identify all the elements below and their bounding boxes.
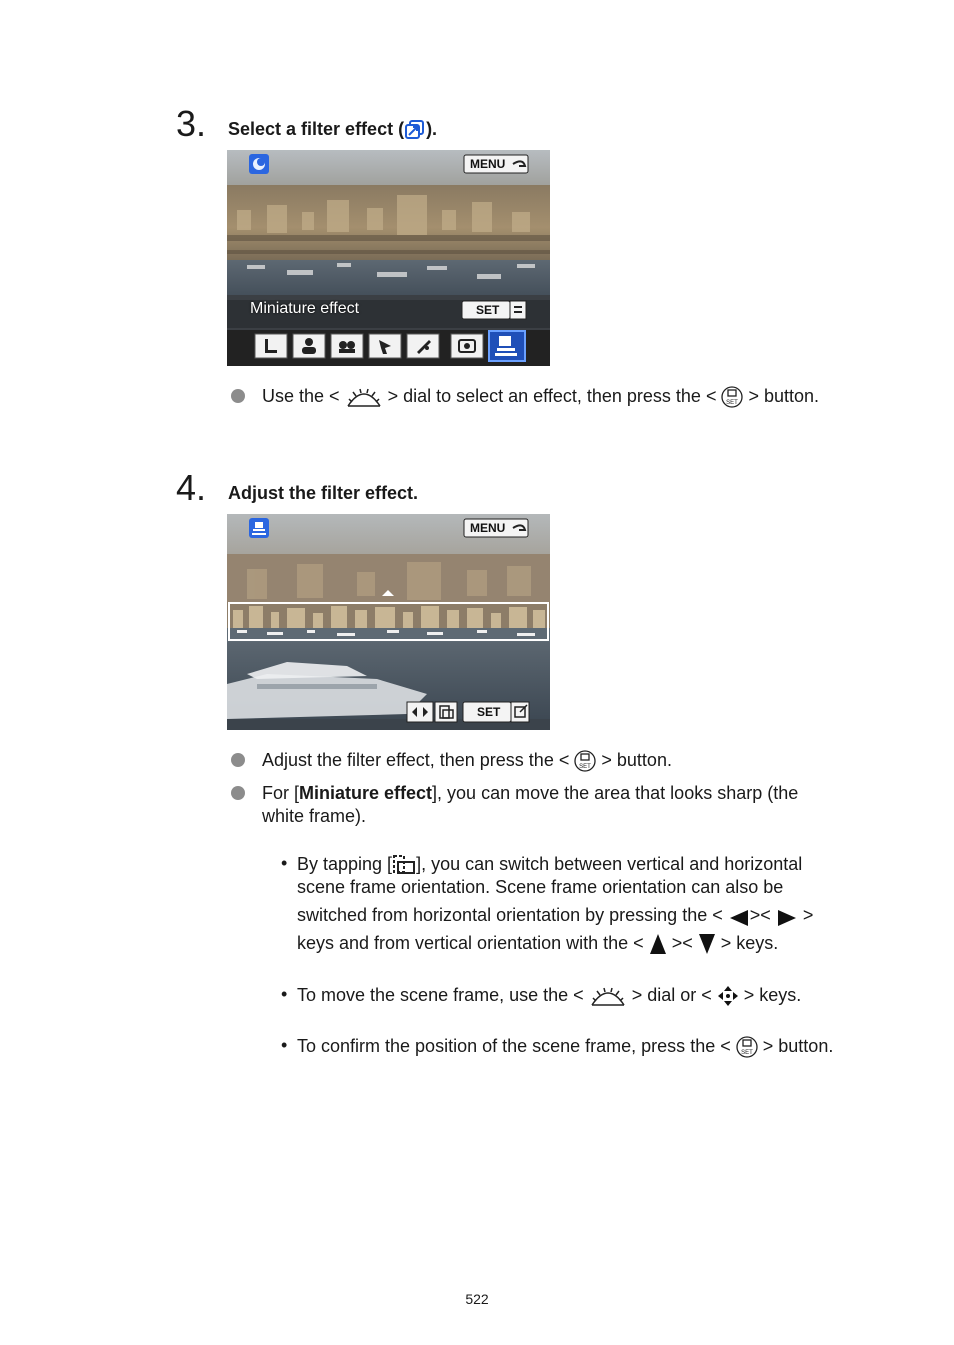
creative-filter-icon [404, 119, 426, 141]
sub-bullet-marker: • [281, 984, 288, 1004]
harbor-photo [227, 150, 550, 366]
page-number: 522 [465, 1291, 489, 1307]
step-3-number: 3. [176, 103, 207, 144]
left-key-icon [728, 909, 750, 927]
set-button-icon [721, 386, 743, 408]
set-button-icon [574, 750, 596, 772]
left-right-keys-icon[interactable] [407, 702, 433, 722]
main-dial-icon [589, 985, 627, 1007]
adjust-icon [510, 301, 526, 319]
sub-bullet-2: To move the scene frame, use the < > dial or < > keys. [297, 985, 802, 1005]
right-key-icon [776, 909, 798, 927]
svg-text:SET: SET [726, 400, 739, 406]
svg-text:SET: SET [579, 764, 592, 770]
camera-screen-filter-adjust [227, 514, 550, 730]
orientation-switch-icon [392, 854, 416, 876]
up-key-icon [649, 933, 667, 955]
sub-bullet-1-line4: keys and from vertical orientation with the < >< > keys. [297, 933, 779, 953]
set-button-icon [736, 1036, 758, 1058]
sub-bullet-3: To confirm the position of the scene frame, press the < SET > button. [297, 1036, 834, 1056]
cross-keys-icon [717, 985, 739, 1007]
sub-bullet-marker: • [281, 1035, 288, 1055]
step-4-instruction-1: Adjust the filter effect, then press the < SET > button. [262, 750, 672, 770]
down-key-icon [698, 933, 716, 955]
svg-text:SET: SET [740, 1050, 753, 1056]
set-label: SET [476, 303, 500, 317]
harbor-photo-blurred [227, 514, 550, 730]
step-4-title: Adjust the filter effect. [228, 483, 419, 503]
bullet-dot [231, 786, 245, 800]
step-3-title: Select a filter effect ( ). [228, 119, 438, 139]
menu-label: MENU [470, 521, 506, 535]
step-4-instruction-2-line2: white frame). [262, 806, 367, 826]
step-4-number: 4. [176, 467, 207, 508]
sub-bullet-1-line1: By tapping [ ], you can switch between vertical and horizontal [297, 854, 803, 874]
main-dial-icon [345, 386, 383, 408]
set-label: SET [477, 705, 501, 719]
bullet-dot [231, 389, 245, 403]
menu-label: MENU [470, 157, 506, 171]
effect-name-label: Miniature effect [250, 300, 360, 317]
camera-screen-filter-select [227, 150, 550, 366]
bullet-dot [231, 753, 245, 767]
sub-bullet-1-line3: switched from horizontal orientation by pressing the < >< > [297, 905, 814, 925]
sub-bullet-1-line2: scene frame orientation. Scene frame orientation can also be [297, 877, 784, 897]
step-4-instruction-2: For [Miniature effect], you can move the area that looks sharp (the [262, 783, 799, 803]
step-3-instruction: Use the < > dial to select an effect, then press the < SET > button. [262, 386, 820, 406]
sub-bullet-marker: • [281, 853, 288, 873]
